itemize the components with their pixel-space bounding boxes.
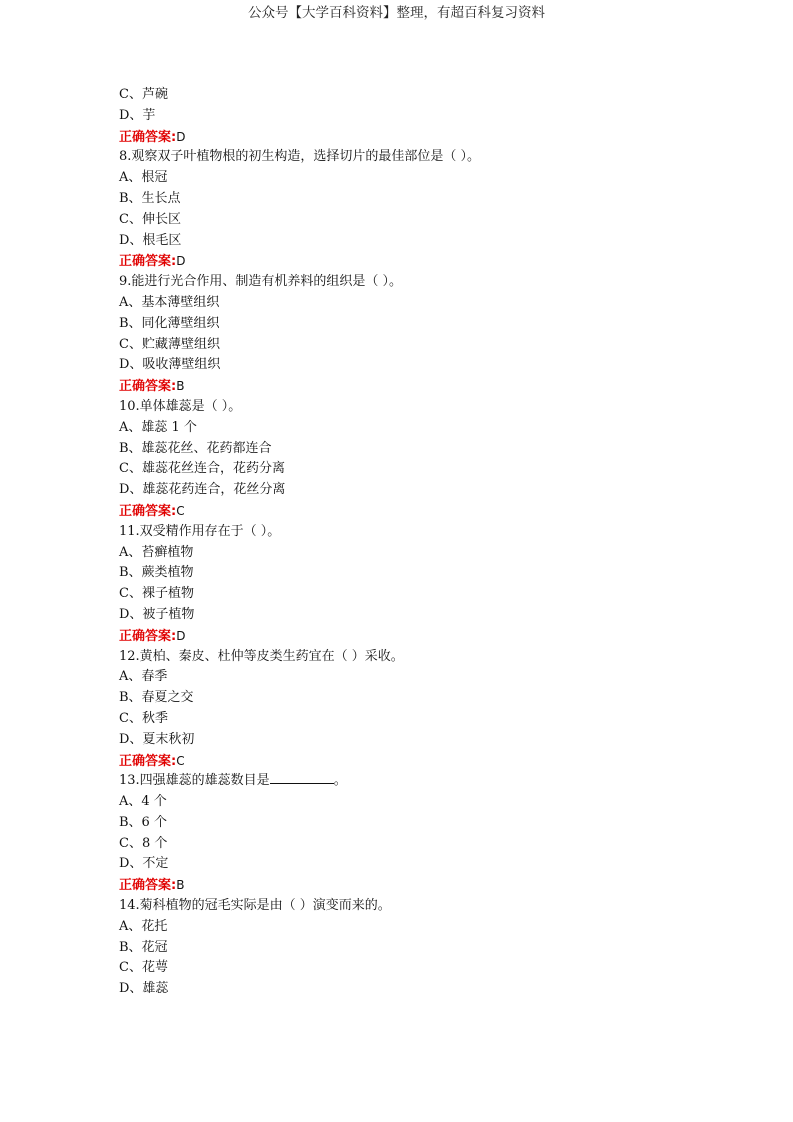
option-item: B、花冠 xyxy=(119,939,168,955)
answer-label: 正确答案: xyxy=(119,129,177,145)
option-item: A、雄蕊 1 个 xyxy=(119,419,197,435)
option-item: B、蕨类植物 xyxy=(119,565,194,581)
question-suffix: 。 xyxy=(333,773,347,789)
option-item: B、6 个 xyxy=(119,814,167,830)
question-text: 11.双受精作用存在于（ ）。 xyxy=(119,523,281,539)
answer-value: C xyxy=(176,753,185,768)
correct-answer xyxy=(119,626,719,647)
correct-answer xyxy=(119,251,719,272)
answer-label: 正确答案: xyxy=(119,628,177,644)
answer-value: D xyxy=(176,254,186,269)
answer-value: D xyxy=(176,628,186,643)
option-item: D、不定 xyxy=(119,856,169,872)
option-item: A、春季 xyxy=(119,669,168,685)
question-stem: 13.四强雄蕊的雄蕊数目是 xyxy=(119,773,270,789)
answer-label: 正确答案: xyxy=(119,254,177,270)
option-item: C、8 个 xyxy=(119,835,168,851)
option-item: D、吸收薄壁组织 xyxy=(119,357,221,373)
option-item: A、苔癣植物 xyxy=(119,544,194,560)
option-item: B、雄蕊花丝、花药都连合 xyxy=(119,440,272,456)
option-item: C、贮藏薄壁组织 xyxy=(119,336,220,352)
option-item: D、夏末秋初 xyxy=(119,731,195,747)
correct-answer xyxy=(119,751,719,772)
option-item: B、同化薄壁组织 xyxy=(119,315,220,331)
option-item: C、秋季 xyxy=(119,710,168,726)
option-item: D、芋 xyxy=(119,107,156,123)
option-item: C、雄蕊花丝连合，花药分离 xyxy=(119,461,285,477)
question-text: 12.黄柏、秦皮、杜仲等皮类生药宜在（ ）采收。 xyxy=(119,648,404,664)
option-item: C、芦碗 xyxy=(119,87,168,102)
option-item: D、被子植物 xyxy=(119,606,195,622)
answer-value: D xyxy=(176,129,186,144)
option-item: A、花托 xyxy=(119,918,168,934)
question-text xyxy=(119,771,719,792)
option-item: B、生长点 xyxy=(119,190,181,206)
option-item: A、基本薄壁组织 xyxy=(119,294,220,310)
answer-value: B xyxy=(176,379,185,394)
option-item: D、雄蕊花药连合，花丝分离 xyxy=(119,482,286,498)
correct-answer xyxy=(119,501,719,522)
option-item: C、裸子植物 xyxy=(119,586,194,602)
answer-label: 正确答案: xyxy=(119,753,177,769)
correct-answer xyxy=(119,875,719,896)
question-list xyxy=(119,85,719,1000)
option-item: D、雄蕊 xyxy=(119,981,169,997)
option-item: B、春夏之交 xyxy=(119,690,194,706)
option-item: A、4 个 xyxy=(119,794,167,810)
answer-label: 正确答案: xyxy=(119,878,177,894)
correct-answer xyxy=(119,127,719,148)
question-text: 9.能进行光合作用、制造有机养料的组织是（ ）。 xyxy=(119,274,403,290)
page-header: 公众号【大学百科资料】整理，有超百科复习资料 xyxy=(248,5,545,21)
option-item: C、伸长区 xyxy=(119,211,181,227)
answer-label: 正确答案: xyxy=(119,379,177,395)
option-item: C、花萼 xyxy=(119,960,168,976)
answer-value: C xyxy=(176,503,185,518)
answer-label: 正确答案: xyxy=(119,503,177,519)
fill-in-blank xyxy=(270,771,334,784)
question-text: 14.菊科植物的冠毛实际是由（ ）演变而来的。 xyxy=(119,898,391,914)
answer-value: B xyxy=(176,878,185,893)
option-item: D、根毛区 xyxy=(119,232,182,248)
correct-answer xyxy=(119,376,719,397)
question-text: 8.观察双子叶植物根的初生构造，选择切片的最佳部位是（ ）。 xyxy=(119,149,481,165)
option-item: A、根冠 xyxy=(119,170,168,186)
question-text: 10.单体雄蕊是（ ）。 xyxy=(119,398,242,414)
